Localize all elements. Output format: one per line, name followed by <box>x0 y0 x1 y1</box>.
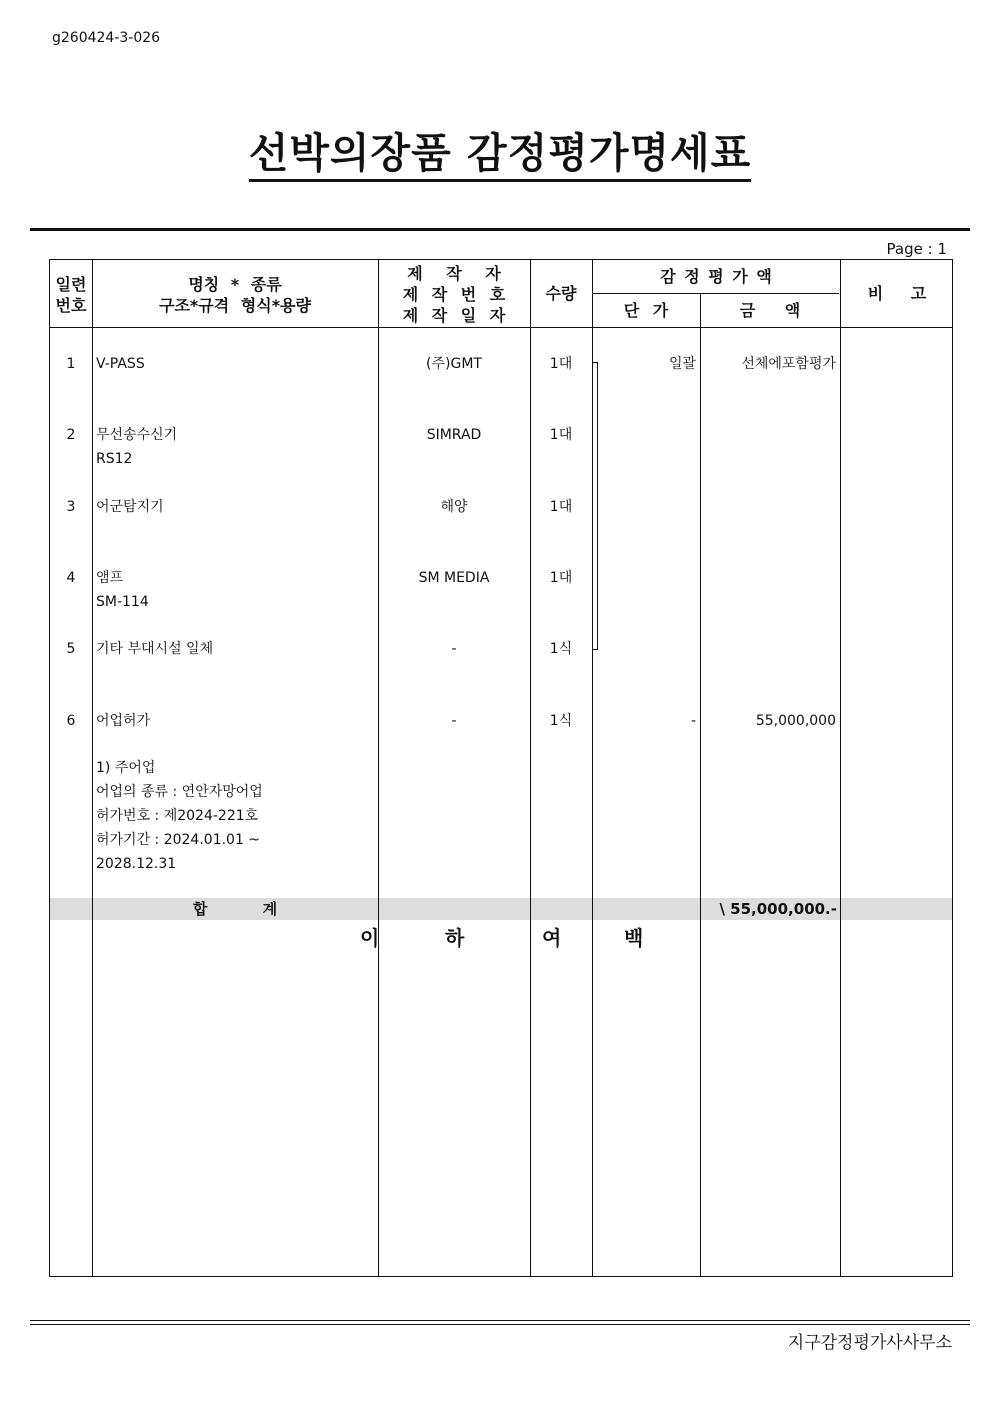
header-remarks: 비 고 <box>867 284 927 303</box>
header-maker-line1: 제 작 자 <box>407 264 501 283</box>
top-rule <box>30 228 970 231</box>
blank-notice-char: 하 <box>445 926 465 950</box>
item-name: 앰프 <box>96 570 124 586</box>
license-detail-line: 1) 주어업 <box>96 760 156 776</box>
header-name <box>92 274 378 316</box>
header-subdivider <box>592 293 839 294</box>
item-maker: 해양 <box>440 499 468 515</box>
document-id: g260424-3-026 <box>52 30 161 46</box>
header-serial-line2: 번호 <box>55 296 87 315</box>
header-name-line1: 명칭 * 종류 <box>188 275 282 294</box>
header-name-line2: 구조*규격 형식*용량 <box>159 296 311 315</box>
column-divider <box>700 293 701 1276</box>
blank-notice-char: 이 <box>360 926 380 950</box>
row-number: 5 <box>66 641 76 657</box>
item-spec: SM-114 <box>96 594 149 610</box>
item-unit-price: 일괄 <box>668 356 696 372</box>
total-label: 합 계 <box>192 900 278 918</box>
item-qty: 1식 <box>549 713 573 729</box>
item-maker: - <box>451 641 457 657</box>
item-qty: 1식 <box>549 641 573 657</box>
header-rule <box>50 327 952 328</box>
item-name: 무선송수신기 <box>96 427 178 443</box>
item-qty: 1대 <box>549 356 573 372</box>
item-name: 어업허가 <box>96 713 151 729</box>
license-detail-line: 허가기간 : 2024.01.01 ~ <box>96 832 261 848</box>
page-number: Page : 1 <box>886 240 947 258</box>
total-amount: \ 55,000,000.- <box>719 900 837 918</box>
license-detail-line: 허가번호 : 제2024-221호 <box>96 808 259 824</box>
page-title <box>0 120 1000 179</box>
license-detail-line: 어업의 종류 : 연안자망어업 <box>96 784 263 800</box>
header-maker-line2: 제 작 번 호 <box>402 285 506 304</box>
bottom-rule <box>30 1324 970 1325</box>
item-maker: - <box>451 713 457 729</box>
item-name: 어군탐지기 <box>96 499 164 515</box>
header-appraisal: 감 정 평 가 액 <box>660 267 772 286</box>
item-amount: 선체에포함평가 <box>741 356 836 372</box>
blank-notice-char: 여 <box>542 926 562 950</box>
column-divider <box>840 260 841 1276</box>
item-qty: 1대 <box>549 427 573 443</box>
item-name: 기타 부대시설 일체 <box>96 641 214 657</box>
appraisal-table <box>49 259 953 1277</box>
item-qty: 1대 <box>549 570 573 586</box>
bottom-rule <box>30 1320 970 1321</box>
item-amount: 55,000,000 <box>755 713 836 729</box>
column-divider <box>92 260 93 1276</box>
item-unit-price: - <box>690 713 696 729</box>
column-divider <box>530 260 531 1276</box>
item-maker: SM MEDIA <box>418 570 490 586</box>
item-maker: SIMRAD <box>426 427 482 443</box>
group-bracket <box>593 362 598 650</box>
row-number: 6 <box>66 713 76 729</box>
header-qty: 수량 <box>545 284 577 303</box>
column-divider <box>378 260 379 1276</box>
office-name: 지구감정평가사사무소 <box>787 1333 952 1353</box>
row-number: 2 <box>66 427 76 443</box>
item-maker: (주)GMT <box>426 356 482 372</box>
blank-notice-char: 백 <box>624 926 644 950</box>
row-number: 1 <box>66 356 76 372</box>
header-serial-line1: 일련 <box>55 275 87 294</box>
header-serial <box>50 274 92 316</box>
item-name: V-PASS <box>96 356 145 372</box>
item-qty: 1대 <box>549 499 573 515</box>
header-unit-price: 단 가 <box>623 301 669 320</box>
header-maker-line3: 제 작 일 자 <box>402 306 506 325</box>
row-number: 4 <box>66 570 76 586</box>
license-detail-line: 2028.12.31 <box>96 856 177 872</box>
item-spec: RS12 <box>96 451 133 467</box>
row-number: 3 <box>66 499 76 515</box>
page-title-text: 선박의장품 감정평가명세표 <box>249 129 752 182</box>
header-maker <box>378 263 530 326</box>
header-amount: 금 액 <box>739 301 801 320</box>
